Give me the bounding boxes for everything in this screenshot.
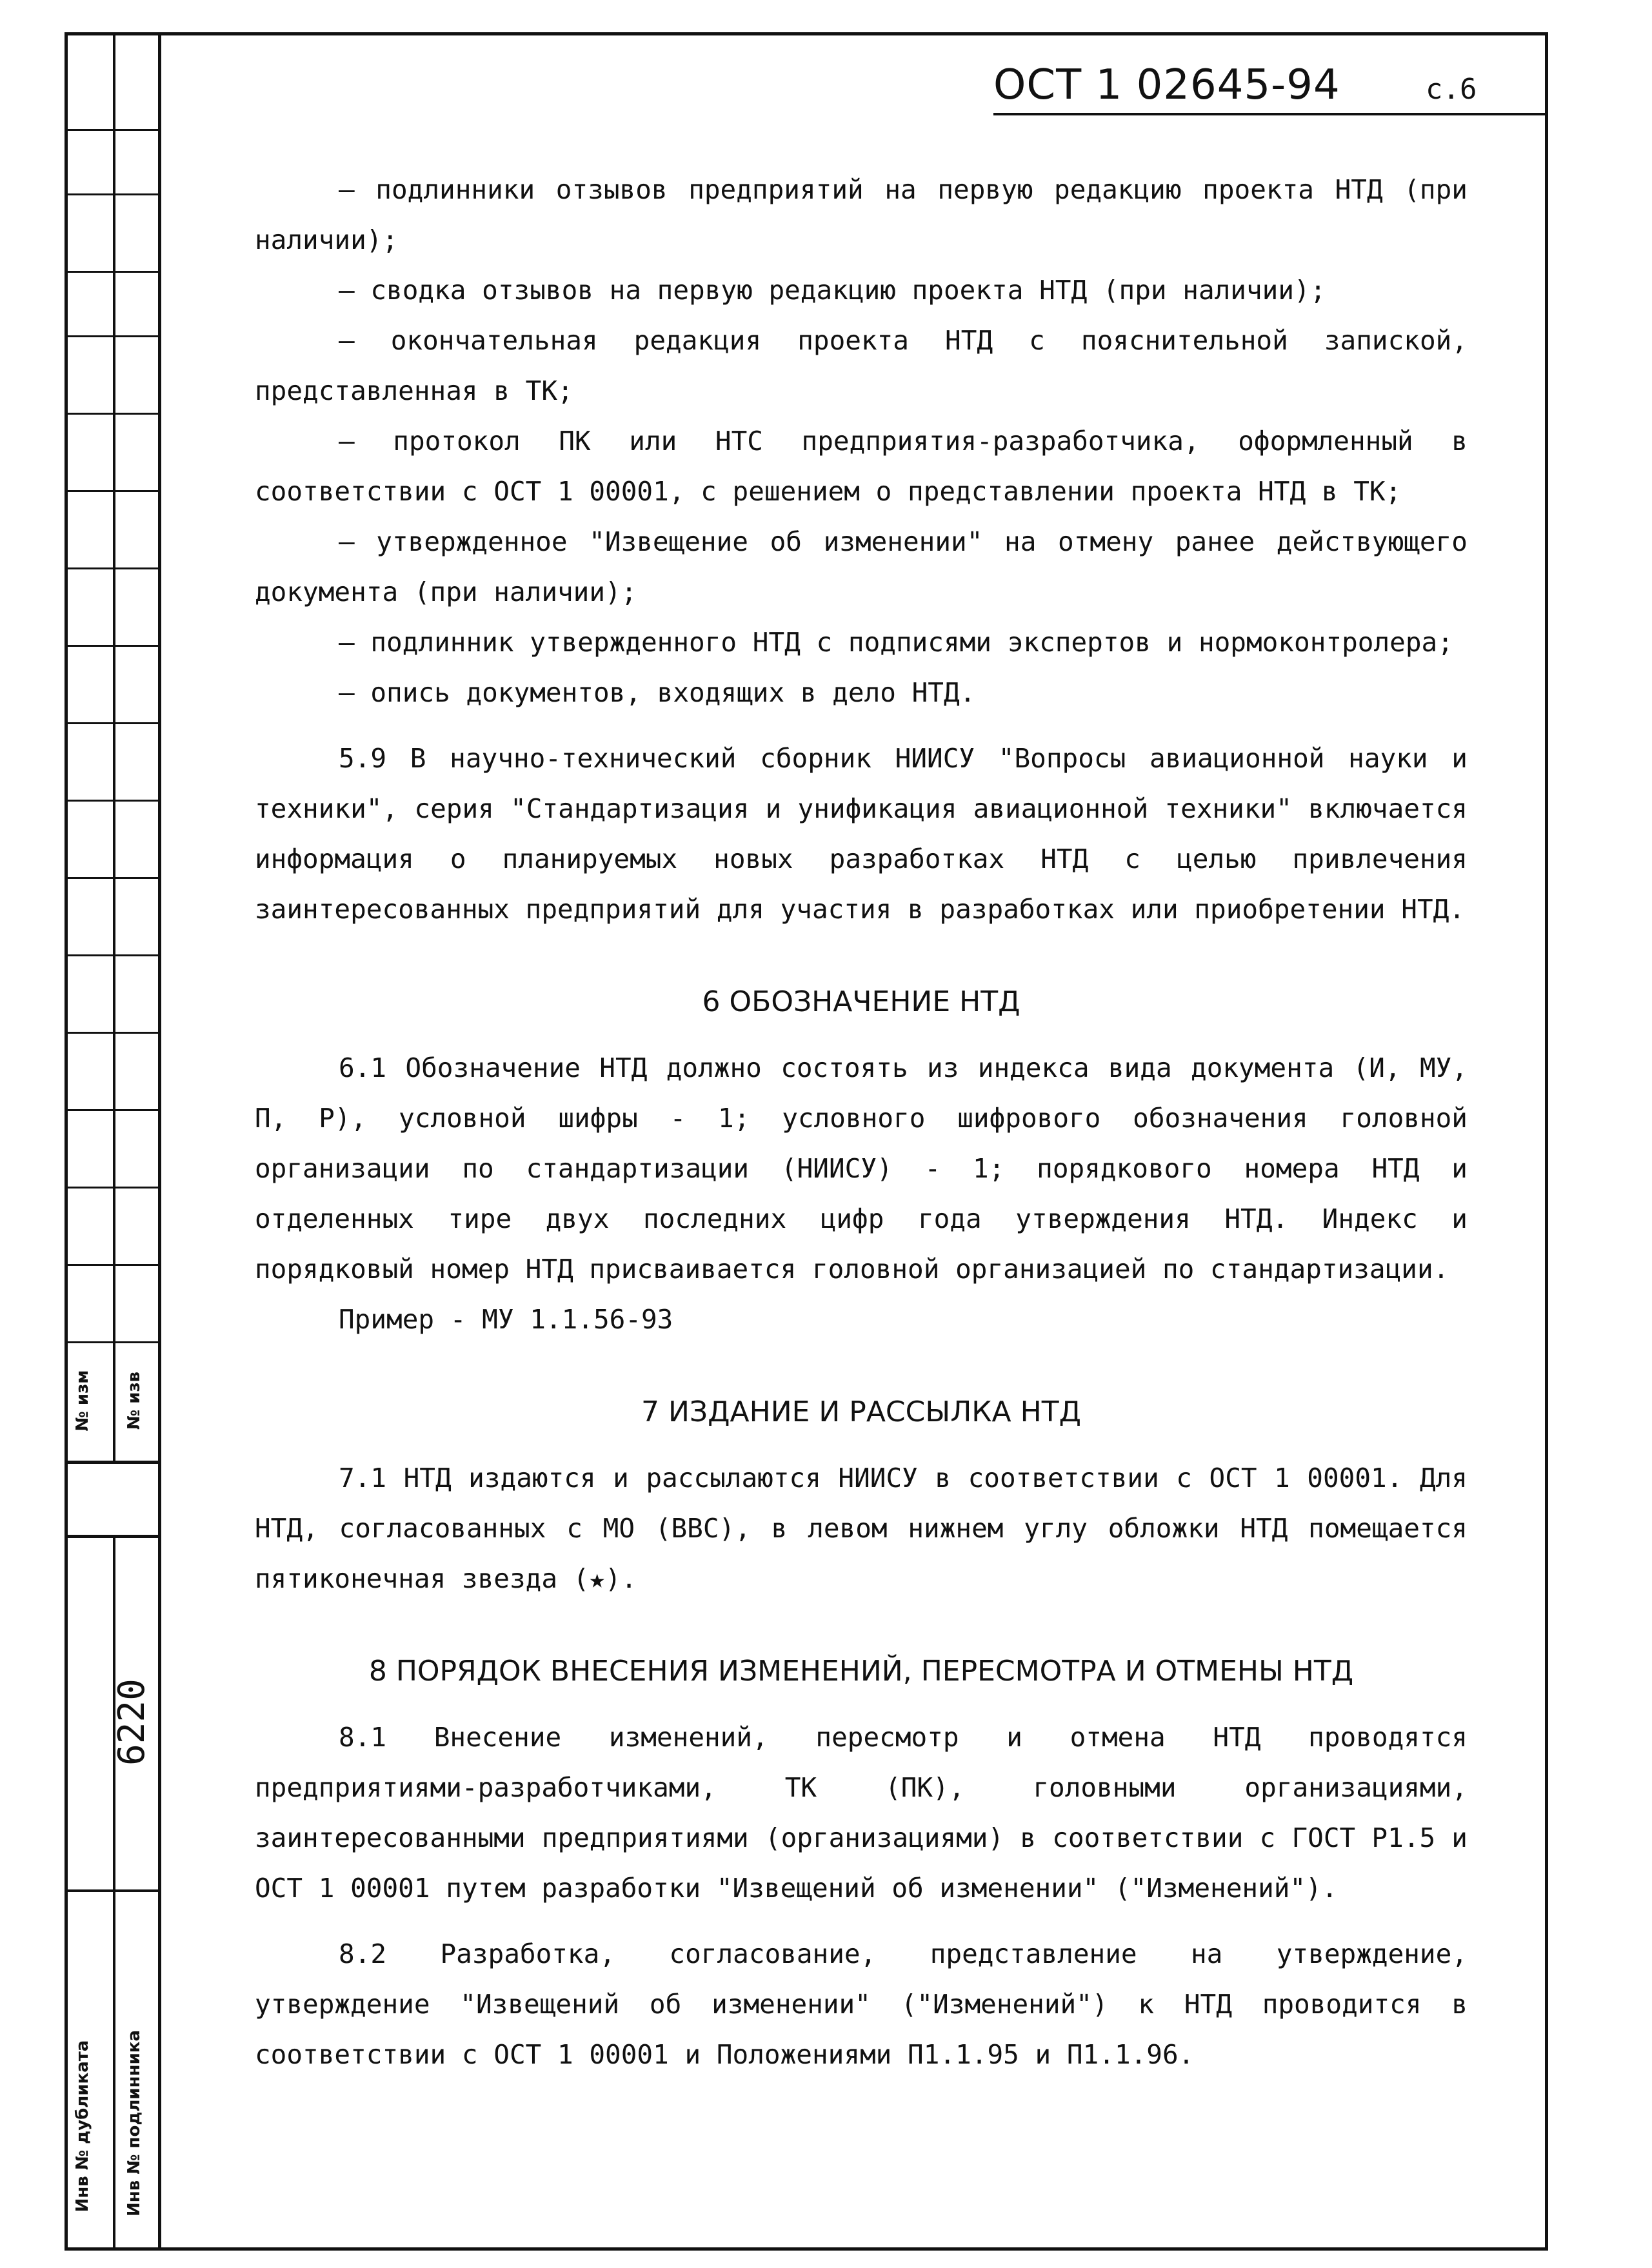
stamp-line-1: [113, 32, 115, 1461]
stamp-hline: [65, 271, 161, 273]
stamp-hline: [65, 1109, 161, 1111]
document-body: [255, 164, 1468, 2080]
stamp-hline: [65, 1889, 161, 1892]
section-heading: 7 ИЗДАНИЕ И РАССЫЛКА НТД: [641, 1395, 1081, 1428]
section-heading: 8 ПОРЯДОК ВНЕСЕНИЯ ИЗМЕНЕНИЙ, ПЕРЕСМОТРА И ОТМЕНЫ НТД: [368, 1655, 1354, 1688]
stamp-step: [158, 1461, 161, 1538]
paragraph: 8.2 Разработка, согласование, представление на утверждение, утверждение "Извещений об изменении" ("Изменений") к НТД проводится в соответствии с ОСТ 1 00001 и Положениями П1.1.95 и П1.1.96.: [255, 1938, 1468, 2070]
header-rule: [993, 113, 1548, 115]
stamp-hline: [65, 722, 161, 724]
paragraph: – утвержденное "Извещение об изменении" на отмену ранее действующего документа (при наличии);: [255, 526, 1468, 607]
page-number: с.6: [1426, 73, 1477, 106]
stamp-hline: [65, 1264, 161, 1266]
izm-label: № изм: [73, 1370, 92, 1432]
stamp-hline: [65, 335, 161, 337]
stamp-hline: [65, 413, 161, 415]
dublikat-label: Инв № дубликата: [73, 2040, 92, 2213]
stamp-hline: [65, 193, 161, 195]
paragraph: – протокол ПК или НТС предприятия-разработчика, оформленный в соответствии с ОСТ 1 00001, с решением о представлении проекта НТД в ТК;: [255, 426, 1468, 507]
podlinnik-label: Инв № подлинника: [124, 2030, 144, 2216]
stamp-hline: [65, 1461, 161, 1464]
paragraph: – сводка отзывов на первую редакцию проекта НТД (при наличии);: [339, 275, 1326, 306]
stamp-hline: [65, 567, 161, 569]
stamp-hline: [65, 645, 161, 647]
stamp-number: 6220: [111, 1679, 153, 1766]
stamp-line-2: [158, 32, 161, 2251]
paragraph: – окончательная редакция проекта НТД с пояснительной запиской, представленная в ТК;: [255, 325, 1468, 406]
page-header: [993, 61, 1548, 113]
stamp-hline: [65, 877, 161, 879]
document-code: ОСТ 1 02645-94: [993, 61, 1340, 109]
stamp-hline: [65, 490, 161, 492]
stamp-hline: [65, 1187, 161, 1188]
stamp-line-3: [113, 1538, 115, 2251]
paragraph: 6.1 Обозначение НТД должно состоять из индекса вида документа (И, МУ, П, Р), условной шифры - 1; условного шифрового обозначения головной организации по стандартизации (НИИСУ) - 1; порядкового номера НТД и отделенных тире двух последних цифр года утверждения НТД. Индекс и порядковый номер НТД присваивается головной организацией по стандартизации.: [255, 1052, 1468, 1285]
stamp-hline: [65, 1032, 161, 1034]
paragraph: – подлинник утвержденного НТД с подписями экспертов и нормоконтролера;: [339, 627, 1453, 658]
stamp-hline: [65, 800, 161, 802]
stamp-hline: [65, 1341, 161, 1343]
section-heading: 6 ОБОЗНАЧЕНИЕ НТД: [702, 985, 1020, 1018]
stamp-hline: [65, 954, 161, 956]
paragraph: – подлинники отзывов предприятий на первую редакцию проекта НТД (при наличии);: [255, 174, 1468, 255]
stamp-hline: [65, 129, 161, 131]
paragraph: 5.9 В научно-технический сборник НИИСУ "Вопросы авиационной науки и техники", серия "Стандартизация и унификация авиационной техники" включается информация о планируемых новых разработках НТД с целью привлечения заинтересованных предприятий для участия в разработках или приобретении НТД.: [255, 743, 1468, 925]
paragraph: Пример - МУ 1.1.56-93: [339, 1304, 673, 1335]
izv-label: № изв: [124, 1371, 144, 1430]
stamp-hline: [65, 1535, 161, 1538]
paragraph: – опись документов, входящих в дело НТД.: [339, 677, 976, 708]
paragraph: 7.1 НТД издаются и рассылаются НИИСУ в соответствии с ОСТ 1 00001. Для НТД, согласованных с МО (ВВС), в левом нижнем углу обложки НТД помещается пятиконечная звезда (★).: [255, 1463, 1468, 1594]
paragraph: 8.1 Внесение изменений, пересмотр и отмена НТД проводятся предприятиями-разработчиками, ТК (ПК), головными организациями, заинтересованными предприятиями (организациями) в соответствии с ГОСТ Р1.5 и ОСТ 1 00001 путем разработки "Извещений об изменении" ("Изменений").: [255, 1722, 1468, 1904]
